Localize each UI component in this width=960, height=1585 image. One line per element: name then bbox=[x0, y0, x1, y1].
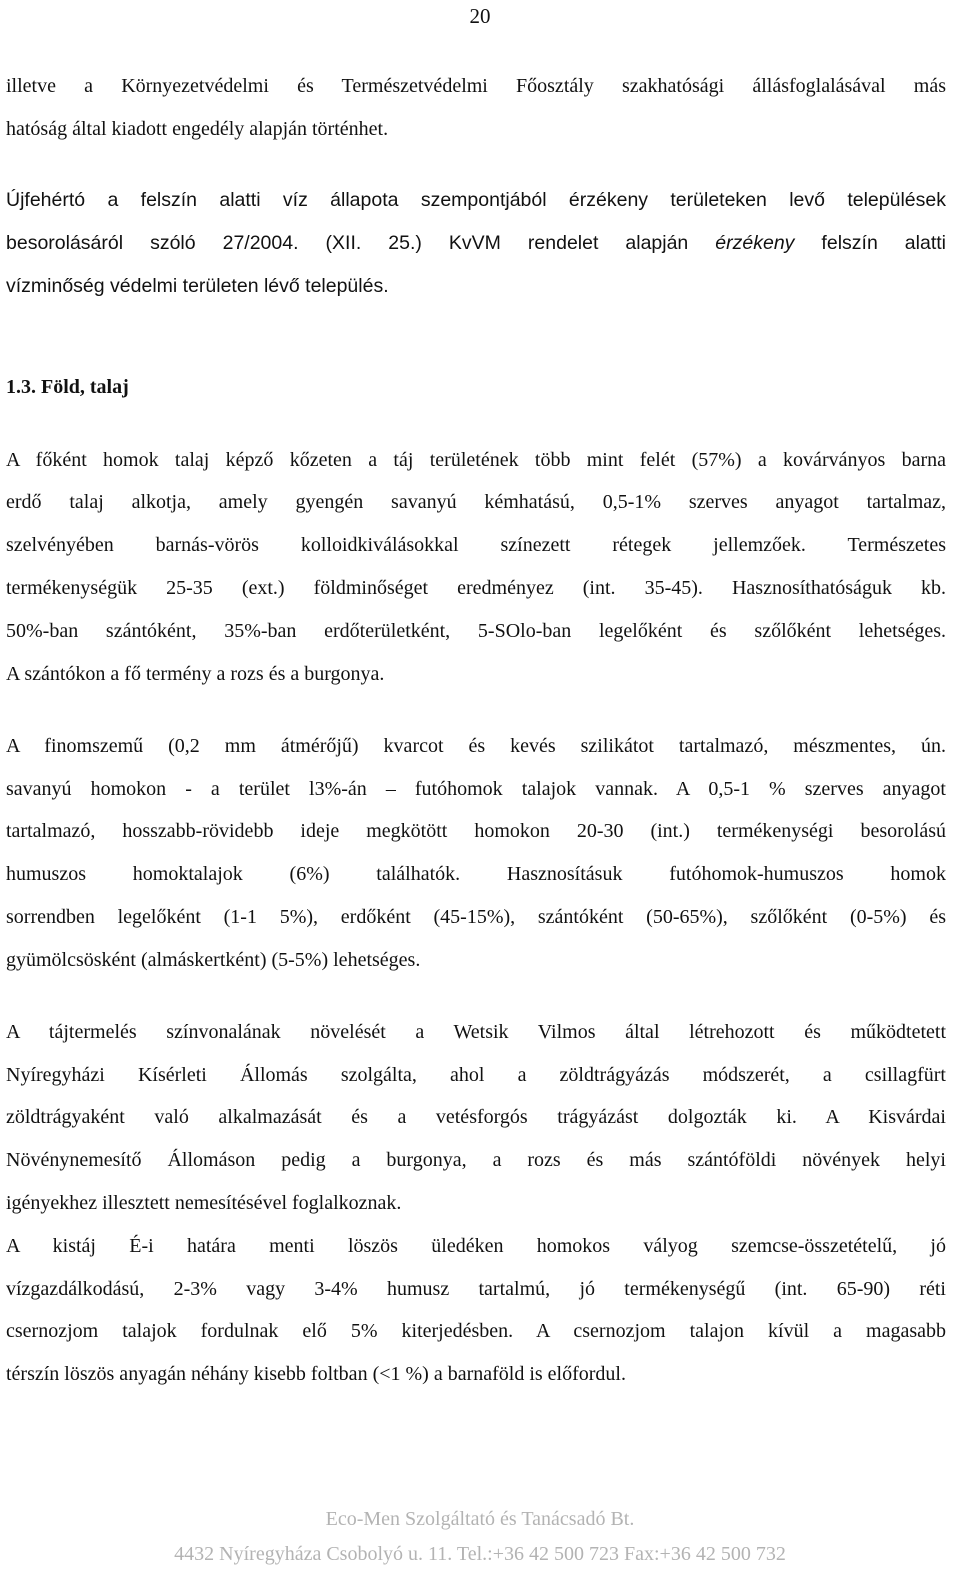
paragraph-4-line-1: A finomszemű (0,2 mm átmérőjű) kvarcot és kevés szilikátot tartalmazó, mészmentes, ún. bbox=[6, 735, 946, 757]
paragraph-5-line-1: A tájtermelés színvonalának növelését a Wetsik Vilmos által létrehozott és működtetett bbox=[6, 1021, 946, 1043]
footer-address: 4432 Nyíregyháza Csobolyó u. 11. Tel.:+36 42 500 723 Fax:+36 42 500 732 bbox=[174, 1543, 786, 1565]
paragraph-4-line-3: tartalmazó, hosszabb-rövidebb ideje megkötött homokon 20-30 (int.) termékenységi besorolású bbox=[6, 820, 946, 842]
paragraph-3-line-5: 50%-ban szántóként, 35%-ban erdőterületként, 5-SOlo-ban legelőként és szőlőként lehetséges. bbox=[6, 620, 946, 642]
paragraph-3-line-1: A főként homok talaj képző kőzeten a táj területének több mint felét (57%) a kovárványos barna bbox=[6, 449, 946, 471]
paragraph-5-line-2: Nyíregyházi Kísérleti Állomás szolgálta, ahol a zöldtrágyázás módszerét, a csillagfürt bbox=[6, 1064, 946, 1086]
paragraph-5-line-3: zöldtrágyaként való alkalmazását és a vetésforgós trágyázást dolgozták ki. A Kisvárdai bbox=[6, 1106, 946, 1128]
paragraph-3-line-2: erdő talaj alkotja, amely gyengén savanyú kémhatású, 0,5-1% szerves anyagot tartalmaz, bbox=[6, 491, 946, 513]
paragraph-6-line-1: A kistáj É-i határa menti löszös üledéken homokos vályog szemcse-összetételű, jó bbox=[6, 1235, 946, 1257]
paragraph-4-line-6: gyümölcsösként (almáskertként) (5-5%) lehetséges. bbox=[6, 949, 421, 971]
paragraph-4-line-2: savanyú homokon - a terület l3%-án – futóhomok talajok vannak. A 0,5-1 % szerves anyagot bbox=[6, 778, 946, 800]
paragraph-2-line-1: Újfehértó a felszín alatti víz állapota szempontjából érzékeny területeken levő települések bbox=[6, 189, 946, 211]
footer-company: Eco-Men Szolgáltató és Tanácsadó Bt. bbox=[325, 1508, 635, 1530]
page-number: 20 bbox=[469, 4, 491, 28]
paragraph-6-line-4: térszín löszös anyagán néhány kisebb foltban (<1 %) a barnaföld is előfordul. bbox=[6, 1363, 626, 1385]
paragraph-5-line-5: igényekhez illesztett nemesítésével foglalkoznak. bbox=[6, 1192, 402, 1214]
paragraph-5-line-4: Növénynemesítő Állomáson pedig a burgonya, a rozs és más szántóföldi növények helyi bbox=[6, 1149, 946, 1171]
paragraph-4-line-5: sorrendben legelőként (1-1 5%), erdőként (45-15%), szántóként (50-65%), szőlőként (0-5%) és bbox=[6, 906, 946, 928]
emphasis-erzekeny: érzékeny bbox=[715, 232, 795, 254]
paragraph-6-line-2: vízgazdálkodású, 2-3% vagy 3-4% humusz tartalmú, jó termékenységű (int. 65-90) réti bbox=[6, 1278, 946, 1300]
paragraph-3-line-6: A szántókon a fő termény a rozs és a burgonya. bbox=[6, 663, 385, 685]
paragraph-2-line-3: vízminőség védelmi területen lévő település. bbox=[6, 275, 389, 297]
paragraph-2-line-2 bbox=[6, 229, 946, 257]
paragraph-1-line-1: illetve a Környezetvédelmi és Természetvédelmi Főosztály szakhatósági állásfoglalásával más bbox=[6, 75, 946, 97]
paragraph-3-line-4: termékenységük 25-35 (ext.) földminőséget eredményez (int. 35-45). Hasznosíthatóságuk kb. bbox=[6, 577, 946, 599]
paragraph-6-line-3: csernozjom talajok fordulnak elő 5% kiterjedésben. A csernozjom talajon kívül a magasabb bbox=[6, 1320, 946, 1342]
paragraph-3-line-3: szelvényében barnás-vörös kolloidkiválásokkal színezett rétegek jellemzőek. Természetes bbox=[6, 534, 946, 556]
paragraph-4-line-4: humuszos homoktalajok (6%) találhatók. Hasznosításuk futóhomok-humuszos homok bbox=[6, 863, 946, 885]
section-heading: 1.3. Föld, talaj bbox=[6, 376, 129, 398]
paragraph-2-line-2-end: felszín alatti bbox=[794, 232, 946, 254]
paragraph-1-line-2: hatóság által kiadott engedély alapján történhet. bbox=[6, 118, 389, 140]
paragraph-2-line-2-start: besorolásáról szóló 27/2004. (XII. 25.) KvVM rendelet alapján bbox=[6, 232, 716, 254]
